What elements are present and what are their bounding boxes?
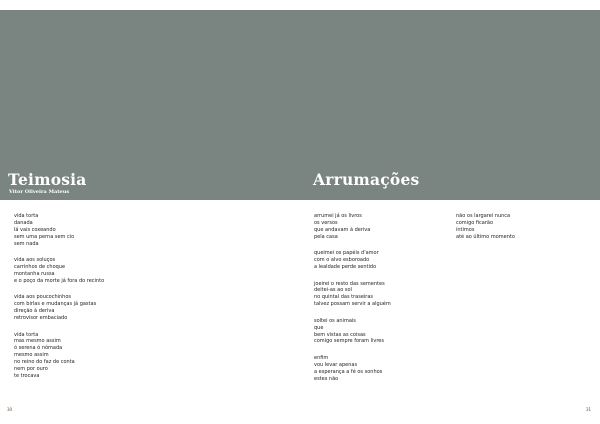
poem-line: vida aos soluços [14,257,56,264]
stanza [14,257,104,285]
poem-line: que [314,324,324,331]
poem-body-right-column-2 [456,213,515,250]
poem-line: a esperança a fé os sonhos [314,368,383,375]
poem-line: estes não [314,375,339,382]
poem-line: e o poço da morte já fora do recinto [14,277,105,284]
stanza [314,281,391,309]
poem-line: direção à deriva [14,308,55,315]
poem-line: arrumei já os livros [314,213,362,219]
poem-line: joeirei o resto das sementes [314,280,385,287]
poem-line: comigo ficarão [456,219,494,226]
poem-line: mas mesmo assim [14,338,61,345]
poem-line: sem uma perna sem cio [14,233,75,240]
page-number-left: 30 [7,407,13,412]
poem-line: talvez possam servir a alguém [314,301,391,308]
poem-line: bem vistas as coisas [314,331,366,338]
poem-line: com birlas e mudanças já gastas [14,301,97,308]
poem-body-left [14,213,104,390]
poem-line: os versos [314,219,338,226]
poem-title-right: Arrumações [313,170,420,189]
poem-line: íntimos [456,226,475,233]
poem-line: comigo sempre foram livres [314,338,384,345]
poem-line: danada [14,219,33,226]
poem-line: com o alvo esboroado [314,257,370,264]
stanza [14,332,104,380]
poem-line: até ao último momento [456,233,515,240]
poem-line: ó serena ó nómada [14,345,63,352]
poem-line: pela casa [314,233,338,240]
poem-line: a lealdade perde sentido [314,264,377,271]
poem-line: deitei-as ao sol [314,287,352,294]
poem-body-right-column-1 [314,213,391,392]
poem-line: no quintal das traseiras [314,294,374,301]
poem-line: mesmo assim [14,352,49,359]
stanza [14,213,104,248]
stanza [14,294,104,322]
poem-line: enfim [314,354,329,361]
poem-line: que andavam à deriva [314,226,371,233]
stanza [314,250,391,271]
header-band [0,10,600,200]
stanza [456,213,515,241]
poem-line: montanha russa [14,270,55,277]
poem-title-left: Teimosia [8,170,87,189]
stanza [314,213,391,241]
poem-line: soltei os animais [314,317,356,324]
poem-line: vida torta [14,213,39,219]
poem-line: no reino do faz de conta [14,359,75,366]
poem-line: vida aos poucochinhos [14,294,72,301]
poem-line: nem por ouro [14,366,48,373]
poem-line: vou levar apenas [314,361,358,368]
poem-line: retrovisor embaciado [14,315,68,322]
poem-line: queimei os papéis d'amor [314,250,379,257]
page-number-right: 31 [586,407,592,412]
poem-line: vida torta [14,331,39,338]
poem-line: carrinhos de choque [14,264,66,271]
poem-author: Vitor Oliveira Mateus [9,189,70,195]
poem-line: te trocava [14,373,40,379]
poem-line: lá vais coxeando [14,226,56,233]
stanza [314,318,391,346]
stanza [314,355,391,383]
poem-line: não os largarei nunca [456,213,511,219]
poem-line: sem nada [14,240,39,247]
